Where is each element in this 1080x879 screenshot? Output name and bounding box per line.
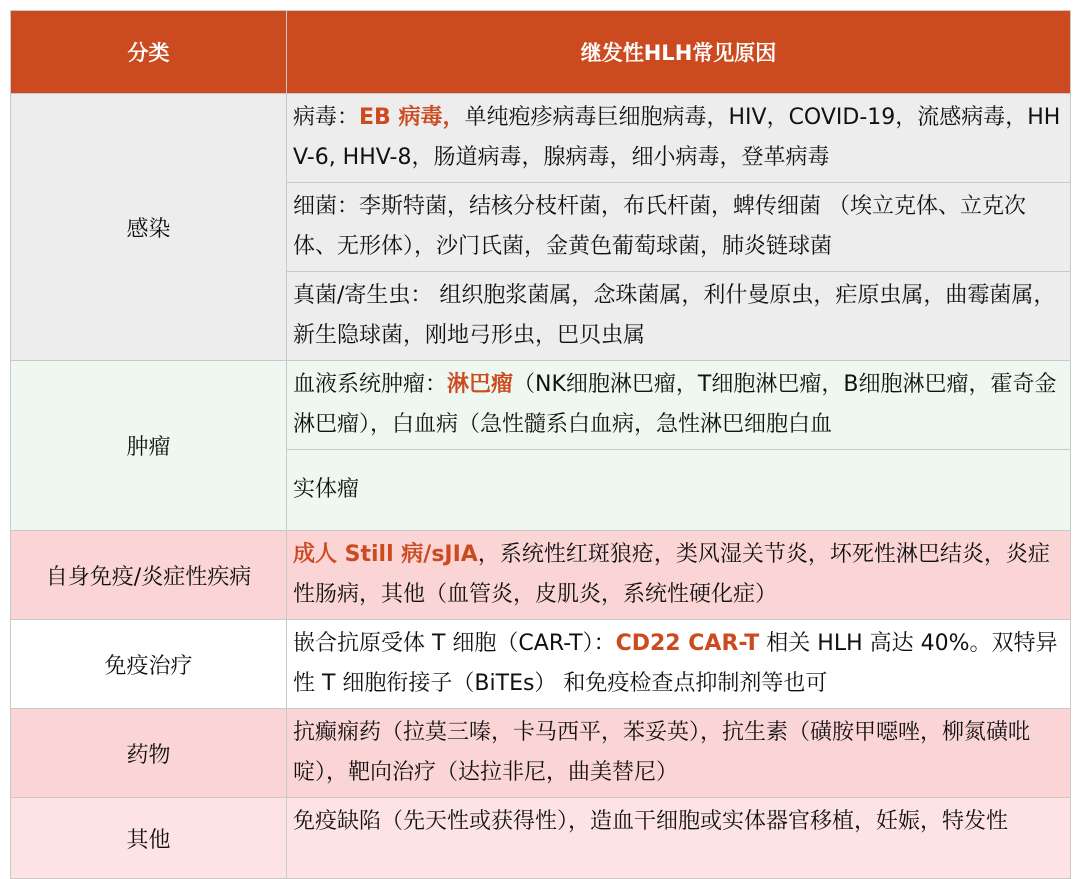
cell-solid-tumor: 实体瘤 <box>287 450 1071 531</box>
category-other: 其他 <box>11 798 287 879</box>
cell-immunotherapy <box>287 620 1071 709</box>
virus-rest: 单纯疱疹病毒巨细胞病毒，HIV，COVID-19，流感病毒，HHV-6, HHV-8，肠道病毒，腺病毒，细小病毒，登革病毒 <box>293 105 1061 170</box>
autoimmune-highlight: 成人 Still 病/sJIA <box>293 542 478 567</box>
immunotherapy-highlight: CD22 CAR-T <box>615 631 760 656</box>
table-row-immunotherapy <box>11 620 1071 709</box>
table-row-autoimmune <box>11 531 1071 620</box>
hlh-causes-table <box>10 10 1071 879</box>
cell-fungi: 真菌/寄生虫： 组织胞浆菌属，念珠菌属，利什曼原虫，疟原虫属，曲霉菌属，新生隐球菌，刚地弓形虫，巴贝虫属 <box>287 272 1071 361</box>
table-row-tumor-blood <box>11 361 1071 450</box>
header-category: 分类 <box>11 11 287 94</box>
cell-autoimmune <box>287 531 1071 620</box>
category-autoimmune: 自身免疫/炎症性疾病 <box>11 531 287 620</box>
table-header-row <box>11 11 1071 94</box>
blood-highlight: 淋巴瘤 <box>447 372 514 397</box>
table-row-infection-virus <box>11 94 1071 183</box>
blood-rest: （NK细胞淋巴瘤，T细胞淋巴瘤，B细胞淋巴瘤，霍奇金淋巴瘤），白血病（急性髓系白血病，急性淋巴细胞白血 <box>293 372 1057 437</box>
blood-prefix: 血液系统肿瘤： <box>293 372 448 397</box>
virus-highlight: EB 病毒， <box>359 105 465 130</box>
immunotherapy-rest: 相关 HLH 高达 40%。双特异性 T 细胞衔接子（BiTEs） 和免疫检查点抑制剂等也可 <box>293 631 1058 696</box>
virus-prefix: 病毒： <box>293 105 360 130</box>
cell-drugs: 抗癫痫药（拉莫三嗪，卡马西平，苯妥英），抗生素（磺胺甲噁唑，柳氮磺吡啶），靶向治疗（达拉非尼，曲美替尼） <box>287 709 1071 798</box>
header-causes: 继发性HLH常见原因 <box>287 11 1071 94</box>
table-row-drugs <box>11 709 1071 798</box>
table-row-other <box>11 798 1071 879</box>
autoimmune-rest: ，系统性红斑狼疮，类风湿关节炎，坏死性淋巴结炎，炎症性肠病，其他（血管炎，皮肌炎，系统性硬化症） <box>293 542 1050 607</box>
cell-other: 免疫缺陷（先天性或获得性），造血干细胞或实体器官移植，妊娠，特发性 <box>287 798 1071 879</box>
category-immunotherapy: 免疫治疗 <box>11 620 287 709</box>
cell-bacteria: 细菌：李斯特菌，结核分枝杆菌，布氏杆菌，蜱传细菌 （埃立克体、立克次体、无形体），沙门氏菌，金黄色葡萄球菌，肺炎链球菌 <box>287 183 1071 272</box>
category-tumor: 肿瘤 <box>11 361 287 531</box>
cell-virus <box>287 94 1071 183</box>
immunotherapy-prefix: 嵌合抗原受体 T 细胞（CAR-T）： <box>293 631 616 656</box>
cell-blood-tumor <box>287 361 1071 450</box>
category-infection: 感染 <box>11 94 287 361</box>
category-drugs: 药物 <box>11 709 287 798</box>
